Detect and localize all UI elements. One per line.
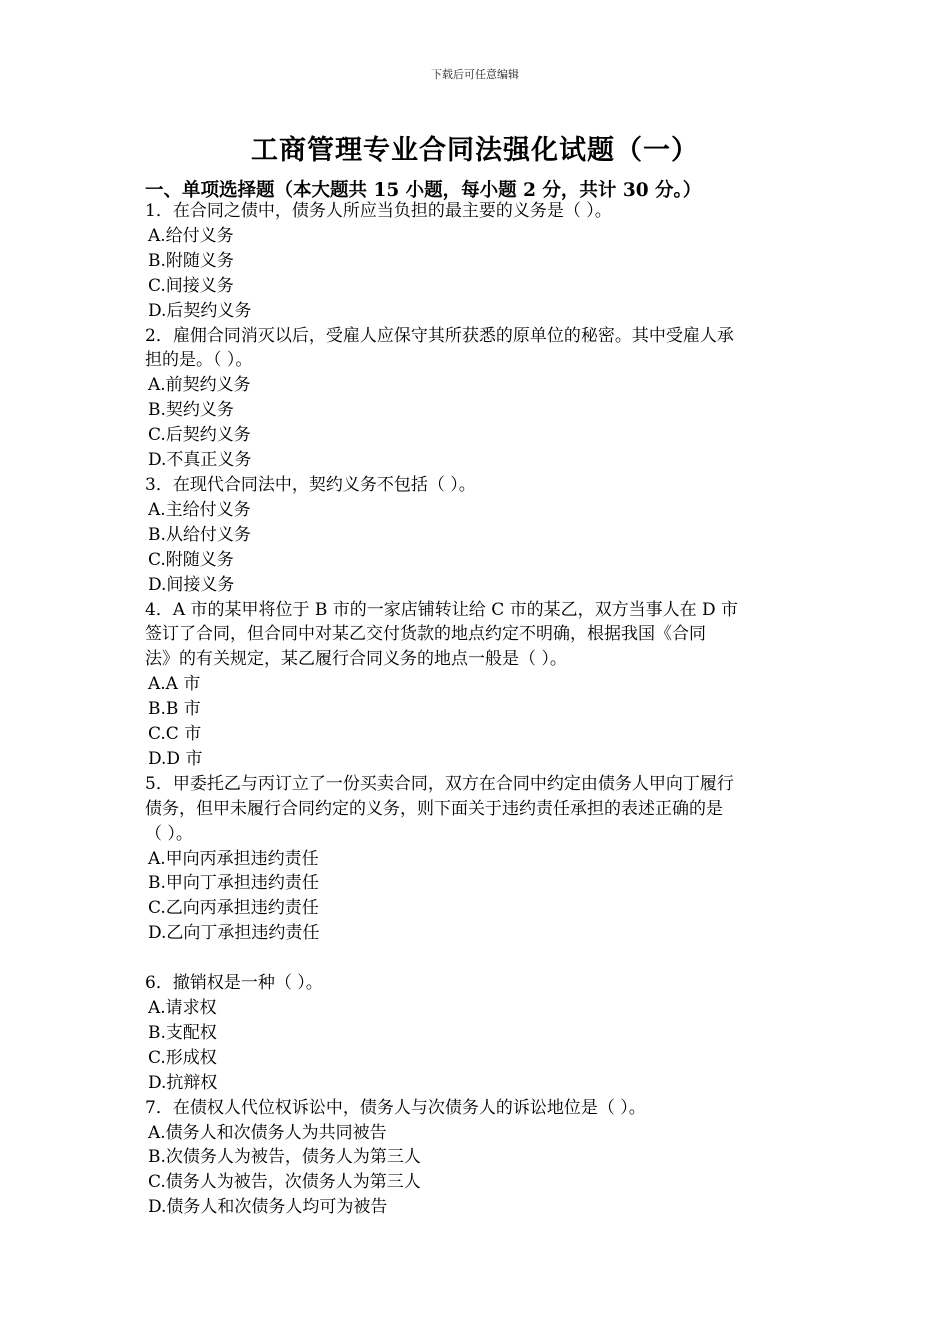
answer-option: B.附随义务 <box>148 250 234 271</box>
question-stem-line: 2．雇佣合同消灭以后，受雇人应保守其所获悉的原单位的秘密。其中受雇人承 <box>145 325 734 346</box>
document-title: 工商管理专业合同法强化试题（一） <box>251 135 699 166</box>
answer-option: C.形成权 <box>148 1047 217 1068</box>
answer-option: A.给付义务 <box>148 225 234 246</box>
question-7 <box>145 1096 810 1221</box>
question-1 <box>145 199 810 324</box>
answer-option: C.后契约义务 <box>148 425 251 446</box>
blank-line <box>145 946 810 971</box>
answer-option: C.附随义务 <box>148 549 234 570</box>
answer-option: A.请求权 <box>148 997 217 1018</box>
question-stem-line: 3．在现代合同法中，契约义务不包括（ ）。 <box>145 474 476 495</box>
answer-option: D.债务人和次债务人均可为被告 <box>148 1197 388 1218</box>
answer-option: A.甲向丙承担违约责任 <box>148 848 319 869</box>
answer-option: B.契约义务 <box>148 400 234 421</box>
answer-option: D.抗辩权 <box>148 1072 218 1093</box>
question-stem-line: 担的是。（ ）。 <box>145 350 253 371</box>
question-6 <box>145 971 810 1096</box>
answer-option: D.间接义务 <box>148 574 235 595</box>
answer-option: A.A 市 <box>148 674 201 695</box>
question-stem-line: 7．在债权人代位权诉讼中，债务人与次债务人的诉讼地位是（ ）。 <box>145 1097 646 1118</box>
answer-option: B.次债务人为被告，债务人为第三人 <box>148 1147 421 1168</box>
answer-option: B.甲向丁承担违约责任 <box>148 873 319 894</box>
answer-option: A.债务人和次债务人为共同被告 <box>148 1122 387 1143</box>
answer-option: B.从给付义务 <box>148 524 251 545</box>
question-2 <box>145 324 810 473</box>
question-stem-line: （ ）。 <box>145 823 193 844</box>
question-5 <box>145 772 810 946</box>
answer-option: A.前契约义务 <box>148 375 251 396</box>
section-heading: 一、单项选择题（本大题共 15 小题，每小题 2 分，共计 30 分。） <box>145 180 702 201</box>
page-header-note: 下载后可任意编辑 <box>431 68 519 81</box>
answer-option: D.D 市 <box>148 748 203 769</box>
answer-option: C.债务人为被告，次债务人为第三人 <box>148 1172 421 1193</box>
question-stem-line: 1．在合同之债中，债务人所应当负担的最主要的义务是（ ）。 <box>145 201 612 221</box>
answer-option: D.乙向丁承担违约责任 <box>148 923 320 944</box>
answer-option: A.主给付义务 <box>148 499 251 520</box>
answer-option: D.后契约义务 <box>148 300 252 321</box>
answer-option: B.支配权 <box>148 1022 217 1043</box>
answer-option: C.间接义务 <box>148 275 234 296</box>
question-stem-line: 法》的有关规定，某乙履行合同义务的地点一般是（ ）。 <box>145 649 567 670</box>
answer-option: B.B 市 <box>148 699 201 720</box>
question-stem-line: 债务，但甲未履行合同约定的义务，则下面关于违约责任承担的表述正确的是 <box>145 798 723 819</box>
question-stem-line: 签订了合同，但合同中对某乙交付货款的地点约定不明确，根据我国《合同 <box>145 624 706 645</box>
answer-option: C.C 市 <box>148 724 202 745</box>
question-4 <box>145 598 810 772</box>
question-stem-line: 5．甲委托乙与丙订立了一份买卖合同，双方在合同中约定由债务人甲向丁履行 <box>145 773 734 794</box>
answer-option: C.乙向丙承担违约责任 <box>148 898 319 919</box>
question-stem-line: 6．撤销权是一种（ ）。 <box>145 973 323 994</box>
answer-option: D.不真正义务 <box>148 450 252 471</box>
question-3 <box>145 473 810 598</box>
question-list <box>145 199 810 1220</box>
question-stem-line: 4．A 市的某甲将位于 B 市的一家店铺转让给 C 市的某乙，双方当事人在 D 市 <box>145 599 739 620</box>
